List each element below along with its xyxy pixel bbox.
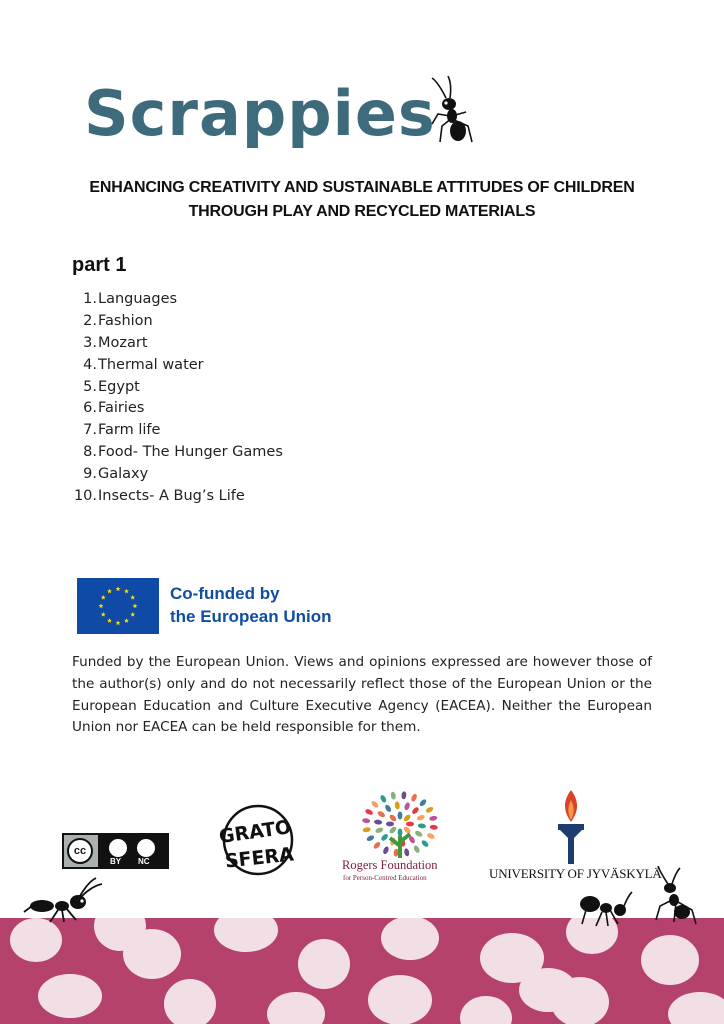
leaf-shape bbox=[430, 824, 439, 830]
toc-item bbox=[70, 333, 283, 355]
attribution-icon bbox=[108, 838, 128, 858]
leaf-shape bbox=[384, 804, 392, 813]
gratosfera-logo bbox=[210, 800, 302, 880]
subtitle-line-2: THROUGH PLAY AND RECYCLED MATERIALS bbox=[188, 203, 536, 220]
toc-num: 7. bbox=[83, 422, 97, 439]
leaf-shape bbox=[416, 814, 425, 821]
noncommercial-icon bbox=[136, 838, 156, 858]
toc-label: Mozart bbox=[98, 334, 148, 351]
toc-list bbox=[70, 289, 283, 508]
ant-icon bbox=[22, 876, 104, 924]
toc-num: 2. bbox=[83, 312, 97, 329]
rogers-subtitle: for Person-Centred Education bbox=[343, 874, 427, 882]
subtitle-line-1: ENHANCING CREATIVITY AND SUSTAINABLE ATTITUDES OF CHILDREN bbox=[89, 179, 635, 196]
university-name: UNIVERSITY OF JYVÄSKYLÄ bbox=[489, 866, 662, 881]
toc-num: 5. bbox=[83, 378, 97, 395]
leaf-shape bbox=[388, 813, 397, 822]
leaf-shape bbox=[425, 806, 434, 814]
cc-nc-label: NC bbox=[138, 857, 150, 866]
toc-label: Fashion bbox=[98, 312, 153, 329]
leaf-shape bbox=[426, 832, 435, 840]
band-dot bbox=[38, 974, 102, 1018]
toc-num: 3. bbox=[83, 334, 97, 351]
leaf-shape bbox=[413, 845, 421, 854]
decorative-footer-band bbox=[0, 918, 724, 1024]
leaf-shape bbox=[388, 825, 397, 834]
leaf-shape bbox=[362, 818, 371, 824]
toc-num: 10. bbox=[73, 488, 97, 505]
band-dot bbox=[10, 918, 62, 962]
leaf-shape bbox=[380, 833, 389, 842]
leaf-shape bbox=[362, 827, 371, 833]
eu-cofunded-line-2: the European Union bbox=[170, 607, 332, 626]
logo-text: Scrappies bbox=[84, 77, 436, 150]
leaf-shape bbox=[366, 834, 375, 842]
scrappies-logo bbox=[84, 72, 484, 156]
toc-num: 8. bbox=[83, 444, 97, 461]
leaf-shape bbox=[420, 839, 429, 848]
leaf-shape bbox=[401, 791, 407, 800]
leaf-shape bbox=[394, 801, 400, 810]
rogers-name: Rogers Foundation bbox=[342, 858, 438, 872]
toc-item bbox=[70, 377, 283, 399]
leaf-shape bbox=[398, 829, 403, 837]
cc-by-label: BY bbox=[110, 857, 122, 866]
torch-icon bbox=[554, 788, 588, 866]
leaf-shape bbox=[403, 813, 412, 822]
leaf-shape bbox=[411, 806, 420, 815]
toc-label: Food- The Hunger Games bbox=[98, 444, 283, 461]
toc-label: Farm life bbox=[98, 422, 161, 439]
toc-item bbox=[70, 289, 283, 311]
part-title: part 1 bbox=[72, 254, 127, 276]
leaf-shape bbox=[406, 822, 414, 827]
toc-item bbox=[70, 398, 283, 420]
leaf-shape bbox=[382, 846, 390, 855]
leaf-shape bbox=[374, 819, 382, 825]
leaf-shape bbox=[390, 791, 396, 800]
eu-cofunded-line-1: Co-funded by bbox=[170, 584, 280, 603]
leaf-shape bbox=[418, 823, 426, 829]
cc-icon: cc bbox=[67, 838, 93, 864]
leaf-shape bbox=[429, 815, 438, 821]
leaf-shape bbox=[375, 827, 384, 834]
toc-label: Thermal water bbox=[98, 356, 204, 373]
leaf-shape bbox=[370, 800, 379, 809]
leaf-shape bbox=[403, 825, 412, 834]
svg-text:SFERA: SFERA bbox=[223, 843, 295, 873]
leaf-shape bbox=[410, 793, 418, 802]
leaf-shape bbox=[373, 841, 382, 850]
svg-text:GRATO: GRATO bbox=[217, 816, 293, 849]
toc-label: Insects- A Bug’s Life bbox=[98, 488, 245, 505]
leaf-shape bbox=[398, 812, 403, 820]
ant-icon bbox=[574, 888, 634, 928]
toc-label: Galaxy bbox=[98, 466, 149, 483]
cc-license-badge bbox=[62, 833, 169, 869]
band-dot bbox=[368, 975, 432, 1024]
toc-item bbox=[70, 311, 283, 333]
band-dot bbox=[519, 968, 577, 1012]
leaf-shape bbox=[364, 808, 373, 816]
band-dot bbox=[641, 935, 699, 985]
funding-disclaimer: Funded by the European Union. Views and opinions expressed are however those of the author(s) only and do not necessarily reflect those of the European Union or the European Education and Culture Executive Agency (EACEA). Neither the European Union nor EACEA can be held responsible for them. bbox=[72, 654, 652, 736]
leaf-shape bbox=[404, 802, 411, 811]
leaf-shape bbox=[379, 794, 387, 803]
eu-flag-icon bbox=[77, 578, 159, 634]
toc-label: Fairies bbox=[98, 400, 145, 417]
leaf-shape bbox=[404, 848, 410, 857]
toc-num: 1. bbox=[83, 291, 97, 307]
toc-item bbox=[70, 464, 283, 486]
leaf-shape bbox=[414, 830, 423, 838]
toc-label: Egypt bbox=[98, 378, 140, 395]
leaf-shape bbox=[386, 822, 394, 827]
toc-num: 4. bbox=[83, 356, 97, 373]
band-dot bbox=[298, 939, 350, 989]
band-dot bbox=[381, 918, 439, 960]
ant-icon bbox=[650, 866, 700, 928]
ant-icon bbox=[428, 76, 474, 146]
leaf-shape bbox=[419, 798, 428, 807]
toc-num: 6. bbox=[83, 400, 97, 417]
toc-item bbox=[70, 355, 283, 377]
toc-num: 9. bbox=[83, 466, 97, 483]
toc-item bbox=[70, 442, 283, 464]
toc-item bbox=[70, 486, 283, 508]
toc-item bbox=[70, 420, 283, 442]
leaf-shape bbox=[377, 810, 386, 818]
toc-label: Languages bbox=[98, 291, 178, 307]
